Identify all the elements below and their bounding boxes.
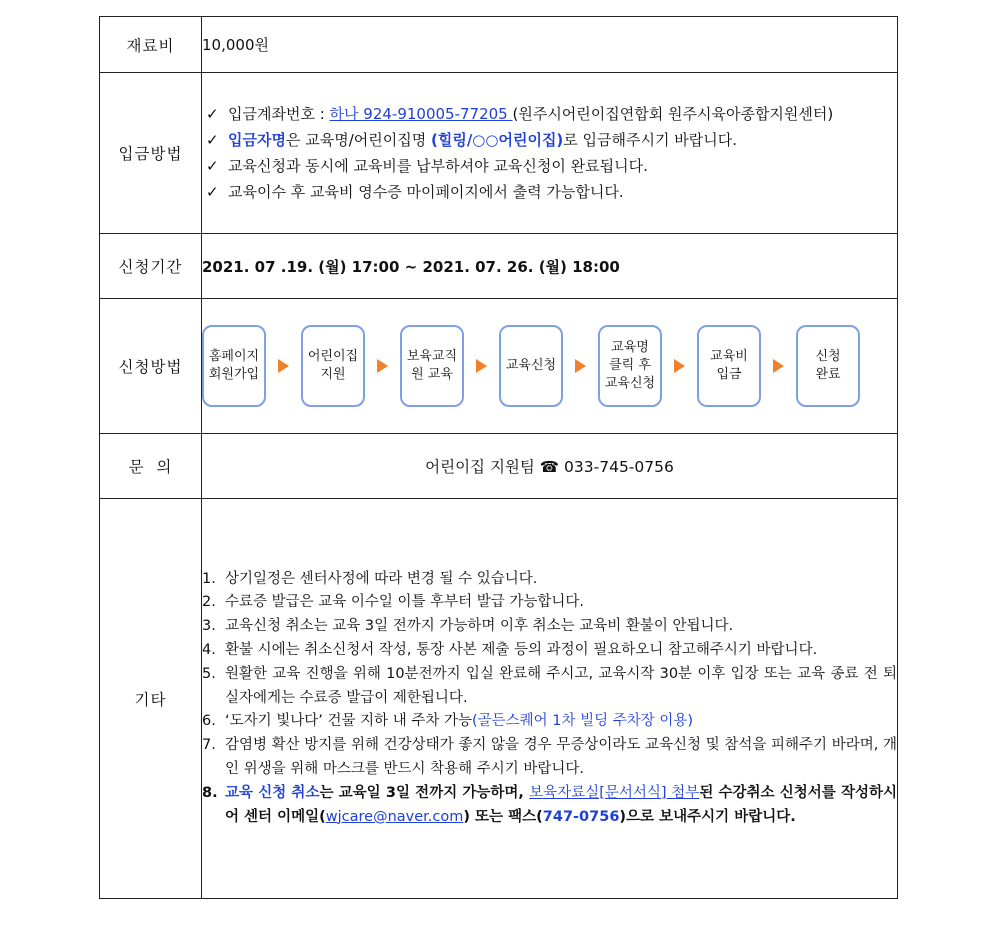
step-daycare-support: 어린이집 지원	[301, 325, 365, 407]
check-icon: ✓	[206, 157, 219, 175]
row-etc	[100, 499, 898, 899]
depositor-mid: 은 교육명/어린이집명	[285, 131, 431, 149]
note-item: 4. 환불 시에는 취소신청서 작성, 통장 사본 제출 등의 과정이 필요하오니 참고해주시기 바랍니다.	[202, 642, 818, 658]
fee-label: 재료비	[100, 17, 202, 73]
arrow-right-icon	[575, 359, 586, 373]
step-complete: 신청 완료	[796, 325, 860, 407]
payment-item-depositor	[202, 127, 897, 153]
info-table	[99, 16, 898, 899]
note-item: 5. 원활한 교육 진행을 위해 10분전까지 입실 완료해 주시고, 교육시작 30분 이후 입장 또는 교육 종료 전 퇴실자에게는 수료증 발급이 제한됩니다.	[202, 665, 897, 706]
payment-content	[202, 73, 898, 234]
email-link[interactable]: wjcare@naver.com	[325, 808, 464, 825]
note-item: 2. 수료증 발급은 교육 이수일 이틀 후부터 발급 가능합니다.	[202, 594, 585, 611]
account-prefix: 입금계좌번호 :	[228, 105, 330, 123]
form-archive-link[interactable]: 보육자료실[문서서식] 첨부	[529, 784, 700, 801]
account-holder: (원주시어린이집연합회 원주시육아종합지원센터)	[512, 105, 834, 123]
method-label: 신청방법	[100, 299, 202, 434]
parking-info: (골든스퀘어 1차 빌딩 주차장 이용)	[471, 713, 694, 730]
account-number-link[interactable]: 하나 924-910005-77205	[329, 105, 513, 123]
period-label: 신청기간	[100, 234, 202, 299]
method-content	[202, 299, 898, 434]
application-flow	[202, 325, 897, 407]
contact-value: 어린이집 지원팀 ☎ 033-745-0756	[202, 434, 898, 499]
arrow-right-icon	[476, 359, 487, 373]
note-item-cancel: 8. 교육 신청 취소는 교육일 3일 전까지 가능하며, 보육자료실[문서서식] 첨부된 수강취소 신청서를 작성하시어 센터 이메일(wjcare@naver.com) 또는 팩스(747-0756)으로 보내주시기 바랍니다.	[202, 784, 898, 825]
note-item: 1. 상기일정은 센터사정에 따라 변경 될 수 있습니다.	[202, 570, 538, 587]
payment-item-receipt	[202, 179, 897, 205]
step-apply-training: 교육신청	[499, 325, 563, 407]
row-fee	[100, 17, 898, 73]
notes-list	[202, 568, 897, 830]
check-icon: ✓	[206, 183, 219, 201]
note-item: 7. 감염병 확산 방지를 위해 건강상태가 좋지 않을 경우 무증상이라도 교육신청 및 참석을 피해주기 바라며, 개인 위생을 위해 마스크를 반드시 착용해 주시기 바랍니다.	[202, 737, 897, 777]
check-icon: ✓	[206, 131, 219, 149]
row-contact	[100, 434, 898, 499]
etc-content	[202, 499, 898, 899]
check-icon: ✓	[206, 105, 219, 123]
step-staff-training: 보육교직 원 교육	[400, 325, 464, 407]
note-item: 6. ‘도자기 빛나다’ 건물 지하 내 주차 가능(골든스퀘어 1차 빌딩 주차장 이용)	[202, 713, 694, 730]
depositor-name-highlight: 입금자명	[228, 131, 286, 149]
cancel-highlight: 교육 신청 취소	[225, 784, 320, 801]
payment-item-account	[202, 101, 897, 127]
period-value: 2021. 07 .19. (월) 17:00 ~ 2021. 07. 26. (월) 18:00	[202, 234, 898, 299]
step-signup: 홈페이지 회원가입	[202, 325, 266, 407]
etc-label: 기타	[100, 499, 202, 899]
arrow-right-icon	[377, 359, 388, 373]
row-method	[100, 299, 898, 434]
arrow-right-icon	[674, 359, 685, 373]
fax-number: 747-0756	[542, 808, 620, 825]
row-payment	[100, 73, 898, 234]
row-period	[100, 234, 898, 299]
fee-value: 10,000원	[202, 17, 898, 73]
payment-label: 입금방법	[100, 73, 202, 234]
payment-complete-text: 교육신청과 동시에 교육비를 납부하셔야 교육신청이 완료됩니다.	[228, 157, 648, 175]
depositor-example: (힐링/○○어린이집)	[430, 131, 564, 149]
contact-label: 문 의	[100, 434, 202, 499]
step-pay-fee: 교육비 입금	[697, 325, 761, 407]
arrow-right-icon	[278, 359, 289, 373]
note-item: 3. 교육신청 취소는 교육 3일 전까지 가능하며 이후 취소는 교육비 환불이 안됩니다.	[202, 618, 734, 635]
payment-check-list	[202, 101, 897, 205]
payment-item-complete	[202, 153, 897, 179]
depositor-suffix: 로 입금해주시기 바랍니다.	[563, 131, 737, 149]
step-click-course: 교육명 클릭 후 교육신청	[598, 325, 662, 407]
arrow-right-icon	[773, 359, 784, 373]
payment-receipt-text: 교육이수 후 교육비 영수증 마이페이지에서 출력 가능합니다.	[228, 183, 624, 201]
